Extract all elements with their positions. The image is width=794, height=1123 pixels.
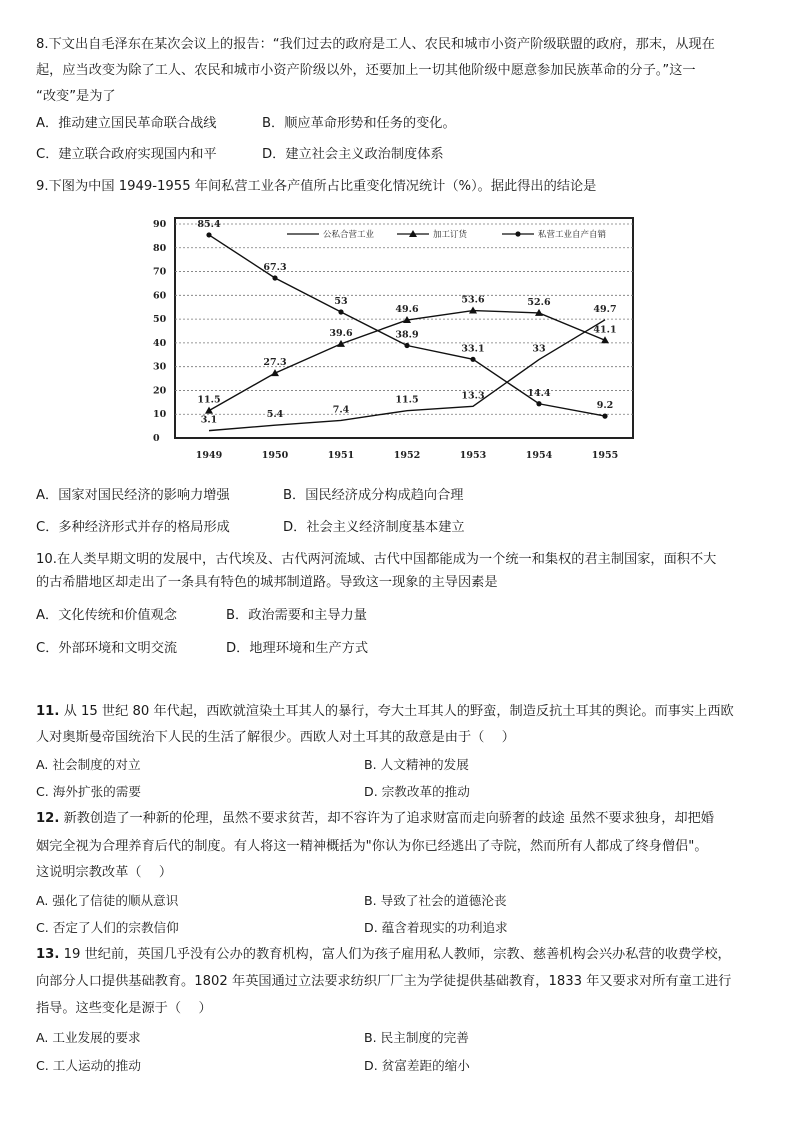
q13-option-a[interactable]: A. 工业发展的要求	[36, 1030, 141, 1045]
data-point	[470, 357, 475, 362]
data-label: 39.6	[329, 327, 353, 339]
data-label: 11.5	[197, 394, 221, 406]
q12-option-b[interactable]: B. 导致了社会的道德沦丧	[364, 893, 507, 908]
y-tick-label: 90	[153, 219, 167, 230]
q8-stem-line1: 8.下文出自毛泽东在某次会议上的报告：“我们过去的政府是工人、农民和城市小资产阶级联盟的政府，那末，从现在	[36, 37, 715, 52]
y-tick-label: 10	[153, 409, 167, 421]
data-label: 13.3	[461, 390, 485, 402]
y-tick-label: 70	[153, 266, 167, 278]
data-label: 49.6	[395, 304, 419, 316]
x-tick-label: 1952	[393, 450, 421, 461]
data-label: 11.5	[395, 394, 419, 406]
data-point	[205, 407, 213, 414]
q12-number: 12.	[36, 811, 60, 826]
q9-option-b[interactable]: B．国民经济成分构成趋向合理	[283, 488, 464, 503]
q11-option-d[interactable]: D. 宗教改革的推动	[364, 784, 470, 799]
data-label: 33.1	[461, 343, 485, 355]
q13-option-d[interactable]: D. 贫富差距的缩小	[364, 1058, 470, 1073]
q12-option-c[interactable]: C. 否定了人们的宗教信仰	[36, 920, 179, 935]
q11-stem-line1	[36, 703, 758, 721]
data-label: 49.7	[593, 303, 617, 315]
q12-stem-line3: 这说明宗教改革（ ）	[36, 865, 173, 880]
chart-svg	[147, 210, 641, 468]
q10-option-c[interactable]: C．外部环境和文明交流	[36, 641, 178, 656]
y-tick-label: 0	[153, 433, 160, 444]
q8-option-a[interactable]: A．推动建立国民革命联合战线	[36, 116, 217, 131]
x-tick-label: 1950	[261, 450, 289, 461]
q9-line-chart	[147, 210, 641, 468]
data-label: 53	[334, 295, 348, 307]
x-tick-label: 1949	[195, 450, 223, 461]
data-point	[272, 275, 277, 280]
x-tick-label: 1951	[327, 450, 355, 461]
data-point	[338, 309, 343, 314]
q8-stem-line2: 起，应当改变为除了工人、农民和城市小资产阶级以外，还要加上一切其他阶级中愿意参加民族革命的分子。”这一	[36, 63, 696, 78]
data-point	[206, 232, 211, 237]
q11-option-a[interactable]: A. 社会制度的对立	[36, 757, 141, 772]
q12-option-d[interactable]: D. 蕴含着现实的功利追求	[364, 920, 508, 935]
q10-stem-line2: 的古希腊地区却走出了一条具有特色的城邦制道路。导致这一现象的主导因素是	[36, 575, 498, 590]
data-point	[404, 343, 409, 348]
q13-text1: 19 世纪前，英国几乎没有公办的教育机构，富人们为孩子雇用私人教师，宗教、慈善机构会兴办私营的收费学校，	[59, 947, 731, 962]
y-tick-label: 80	[153, 242, 167, 254]
y-tick-label: 50	[153, 314, 167, 326]
y-tick-label: 30	[153, 361, 167, 373]
legend-marker	[515, 231, 520, 236]
data-label: 5.4	[266, 409, 284, 421]
q11-text1: 从 15 世纪 80 年代起，西欧就渲染土耳其人的暴行，夸大土耳其人的野蛮，制造反抗土耳其的舆论。而事实上西欧	[59, 704, 734, 719]
q13-option-c[interactable]: C. 工人运动的推动	[36, 1058, 141, 1073]
q11-stem-line2: 人对奥斯曼帝国统治下人民的生活了解很少。西欧人对土耳其的敌意是由于（ ）	[36, 730, 515, 745]
legend-label: 私营工业自产自销	[538, 230, 607, 240]
data-label: 14.4	[527, 387, 551, 399]
q9-option-c[interactable]: C．多种经济形式并存的格局形成	[36, 520, 230, 535]
q10-option-d[interactable]: D．地理环境和生产方式	[226, 641, 369, 656]
q8-stem-line3: “改变”是为了	[36, 89, 116, 104]
q9-stem: 9.下图为中国 1949-1955 年间私营工业各产值所占比重变化情况统计（%）。据此得出的结论是	[36, 179, 597, 194]
data-label: 27.3	[263, 357, 287, 369]
q13-option-b[interactable]: B. 民主制度的完善	[364, 1030, 469, 1045]
data-point	[536, 401, 541, 406]
q8-option-d[interactable]: D．建立社会主义政治制度体系	[262, 147, 444, 162]
y-tick-label: 40	[153, 337, 167, 349]
q12-text1: 新教创造了一种新的伦理，虽然不要求贫苦，却不容许为了追求财富而走向骄奢的歧途 虽然不要求独身，却把婚	[59, 811, 714, 826]
q10-stem-line1: 10.在人类早期文明的发展中，古代埃及、古代两河流域、古代中国都能成为一个统一和集权的君主制国家，面积不大	[36, 552, 717, 567]
q11-option-b[interactable]: B. 人文精神的发展	[364, 757, 469, 772]
data-point	[602, 414, 607, 419]
q9-option-a[interactable]: A．国家对国民经济的影响力增强	[36, 488, 230, 503]
q11-number: 11.	[36, 704, 60, 719]
data-label: 41.1	[593, 324, 617, 336]
q10-option-a[interactable]: A．文化传统和价值观念	[36, 608, 177, 623]
data-label: 67.3	[263, 261, 287, 273]
data-label: 85.4	[197, 218, 221, 230]
data-label: 52.6	[527, 296, 551, 308]
y-tick-label: 60	[153, 290, 167, 302]
q13-stem-line1	[36, 946, 758, 964]
q13-number: 13.	[36, 947, 60, 962]
y-tick-label: 20	[153, 385, 167, 397]
x-tick-label: 1953	[459, 450, 487, 461]
data-label: 38.9	[395, 329, 419, 341]
q10-option-b[interactable]: B．政治需要和主导力量	[226, 608, 367, 623]
data-label: 7.4	[332, 404, 350, 416]
q12-stem-line2: 姻完全视为合理养育后代的制度。有人将这一精神概括为"你认为你已经逃出了寺院，然而所有人都成了终身僧侣"。	[36, 839, 708, 854]
q13-stem-line2: 向部分人口提供基础教育。1802 年英国通过立法要求纺织厂厂主为学徒提供基础教育，1833 年又要求对所有童工进行	[36, 974, 732, 989]
q11-option-c[interactable]: C. 海外扩张的需要	[36, 784, 141, 799]
q12-stem-line1	[36, 810, 758, 828]
data-label: 9.2	[596, 400, 614, 412]
x-tick-label: 1954	[525, 450, 553, 461]
q8-option-c[interactable]: C．建立联合政府实现国内和平	[36, 147, 217, 162]
q8-option-b[interactable]: B．顺应革命形势和任务的变化。	[262, 116, 456, 131]
q13-stem-line3: 指导。这些变化是源于（ ）	[36, 1001, 212, 1016]
data-label: 53.6	[461, 294, 485, 306]
x-tick-label: 1955	[591, 450, 619, 461]
data-label: 33	[532, 343, 546, 355]
data-label: 3.1	[200, 414, 218, 426]
q12-option-a[interactable]: A. 强化了信徒的顺从意识	[36, 893, 179, 908]
legend-label: 公私合营工业	[323, 230, 375, 240]
q9-option-d[interactable]: D．社会主义经济制度基本建立	[283, 520, 465, 535]
legend-label: 加工订货	[433, 230, 468, 240]
